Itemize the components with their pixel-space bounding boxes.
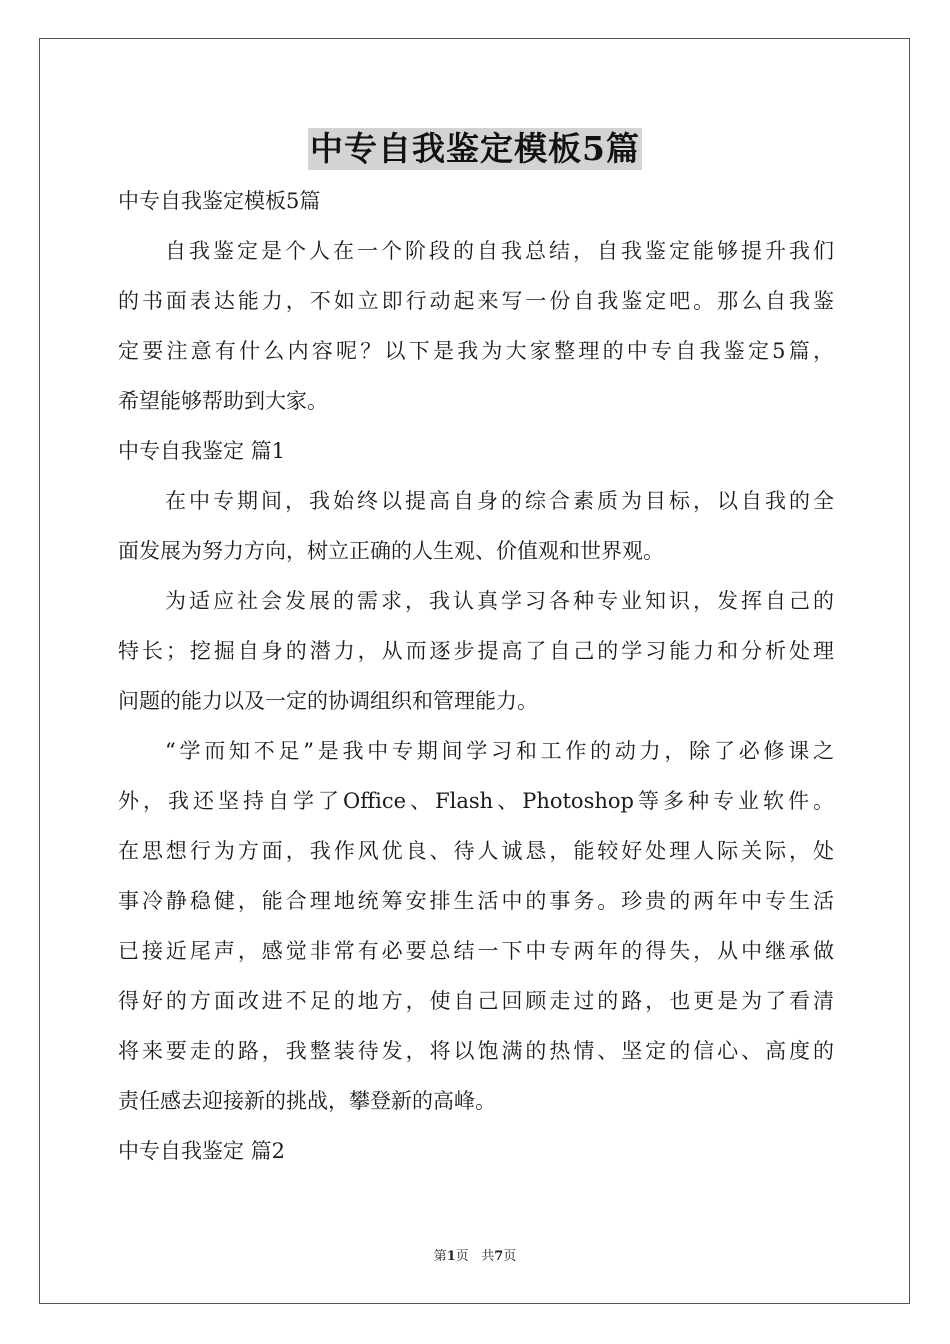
text-line: 已接近尾声，感觉非常有必要总结一下中专两年的得失，从中继承做 (118, 939, 834, 963)
page-suffix: 页 (455, 1249, 469, 1264)
text-line: 在思想行为方面，我作风优良、待人诚恳，能较好处理人际关际，处 (118, 839, 834, 863)
text-line: 定要注意有什么内容呢？以下是我为大家整理的中专自我鉴定5篇， (118, 339, 834, 363)
text-line: 中专自我鉴定 篇2 (118, 1139, 286, 1163)
text-line: 中专自我鉴定模板5篇 (118, 189, 321, 213)
total-prefix: 共 (481, 1249, 495, 1264)
text-line: 问题的能力以及一定的协调组织和管理能力。 (118, 689, 538, 713)
title-wrap (0, 128, 950, 170)
text-line: 面发展为努力方向，树立正确的人生观、价值观和世界观。 (118, 539, 664, 563)
text-line: 外，我还坚持自学了Office、Flash、Photoshop等多种专业软件。 (118, 789, 834, 813)
text-line: 特长；挖掘自身的潜力，从而逐步提高了自己的学习能力和分析处理 (118, 639, 834, 663)
text-line: 的书面表达能力，不如立即行动起来写一份自我鉴定吧。那么自我鉴 (118, 289, 834, 313)
text-line: 自我鉴定是个人在一个阶段的自我总结，自我鉴定能够提升我们 (165, 239, 834, 263)
text-line: 在中专期间，我始终以提高自身的综合素质为目标，以自我的全 (165, 489, 834, 513)
total-suffix: 页 (503, 1249, 517, 1264)
text-line: 中专自我鉴定 篇1 (118, 439, 286, 463)
text-line: 事冷静稳健，能合理地统筹安排生活中的事务。珍贵的两年中专生活 (118, 889, 834, 913)
text-line: 为适应社会发展的需求，我认真学习各种专业知识，发挥自己的 (165, 589, 834, 613)
text-line: 得好的方面改进不足的地方，使自己回顾走过的路，也更是为了看清 (118, 989, 834, 1013)
text-line: 责任感去迎接新的挑战，攀登新的高峰。 (118, 1089, 496, 1113)
text-line: “学而知不足”是我中专期间学习和工作的动力，除了必修课之 (165, 739, 834, 763)
document-body (118, 176, 834, 1176)
text-line: 希望能够帮助到大家。 (118, 389, 328, 413)
page-total: 7 (494, 1249, 504, 1264)
page-prefix: 第 (433, 1249, 447, 1264)
page-number: 1 (446, 1249, 456, 1264)
document-title: 中专自我鉴定模板5篇 (310, 129, 640, 168)
page-footer (0, 1245, 950, 1264)
text-line: 将来要走的路，我整装待发，将以饱满的热情、坚定的信心、高度的 (118, 1039, 834, 1063)
